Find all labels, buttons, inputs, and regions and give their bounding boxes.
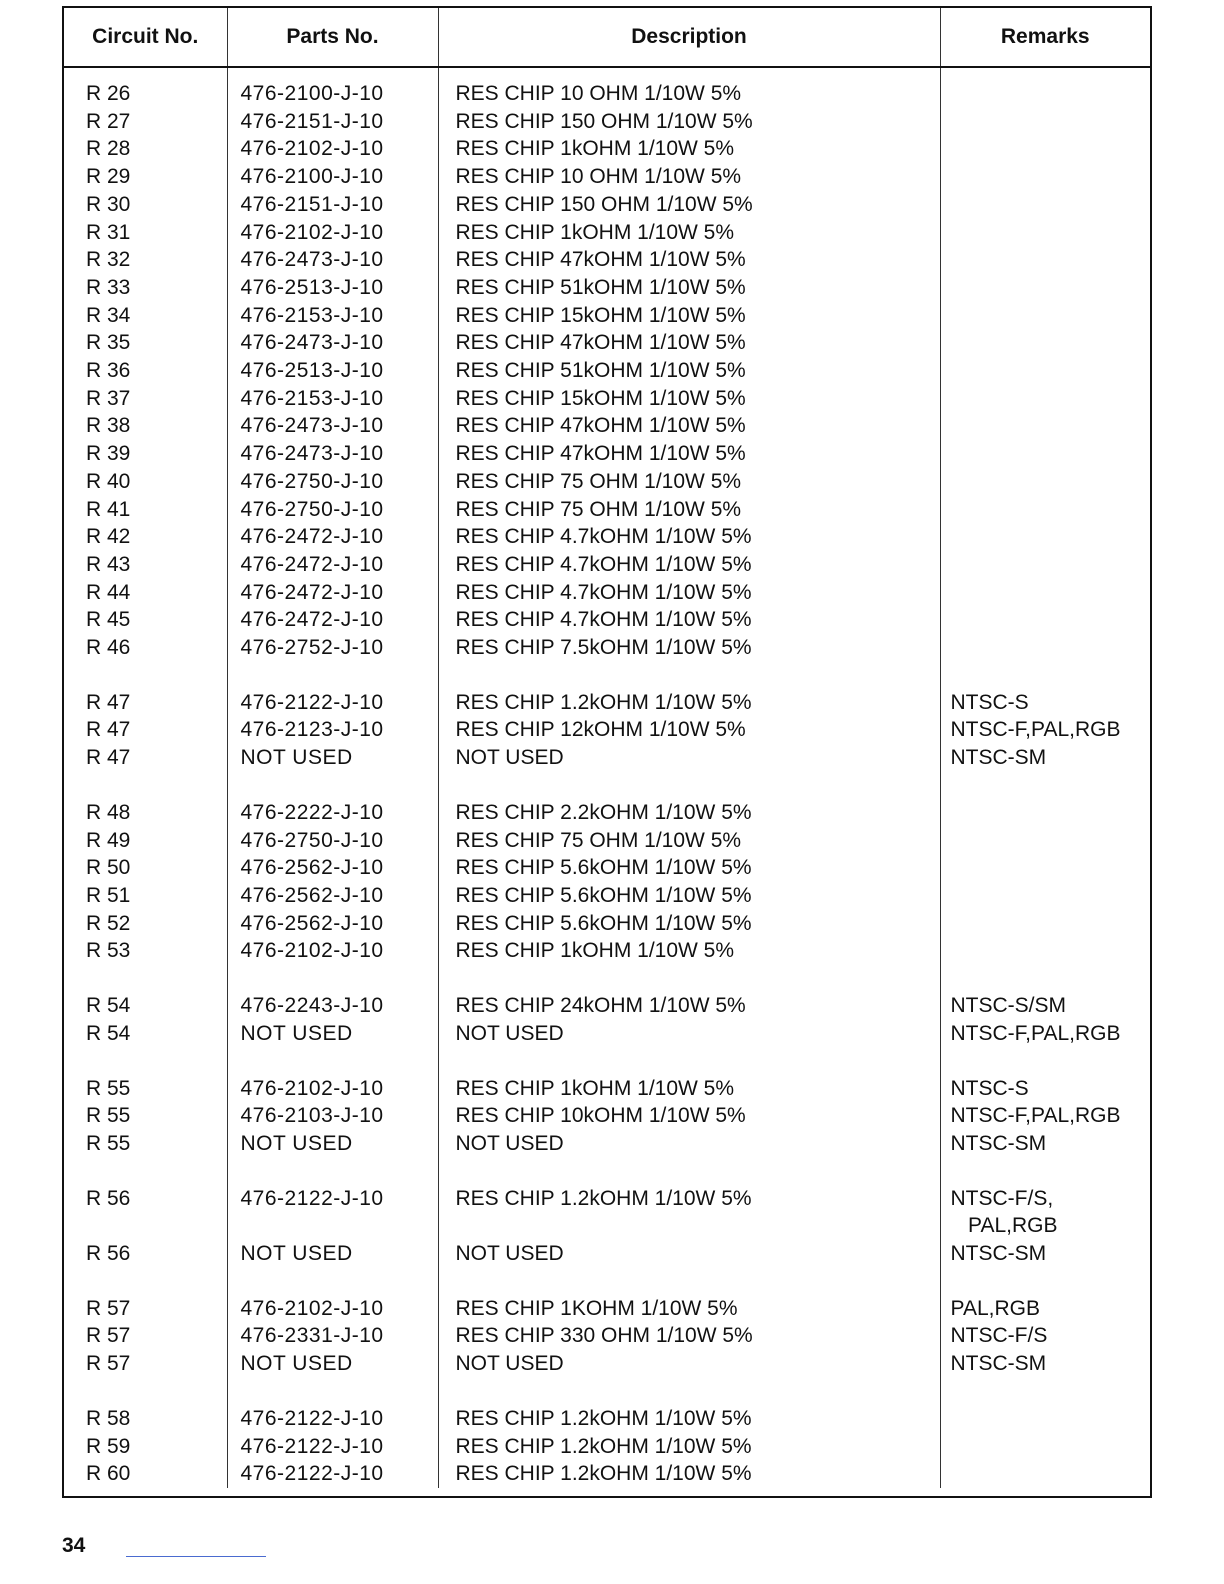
table-row bbox=[64, 910, 1150, 938]
parts-no-cell: 476-2100-J-10 bbox=[227, 163, 438, 191]
description-cell: RES CHIP 47kOHM 1/10W 5% bbox=[438, 412, 940, 440]
table-row bbox=[64, 67, 1150, 108]
description-cell: RES CHIP 47kOHM 1/10W 5% bbox=[438, 440, 940, 468]
parts-no-cell: 476-2153-J-10 bbox=[227, 302, 438, 330]
table-row bbox=[64, 523, 1150, 551]
description-cell: RES CHIP 75 OHM 1/10W 5% bbox=[438, 468, 940, 496]
circuit-no-cell: R 49 bbox=[86, 828, 131, 852]
remarks-cell bbox=[940, 468, 1150, 496]
parts-no-cell: NOT USED bbox=[227, 1350, 438, 1378]
table-row bbox=[64, 135, 1150, 163]
parts-no-cell: 476-2562-J-10 bbox=[227, 882, 438, 910]
description-cell: RES CHIP 1.2kOHM 1/10W 5% bbox=[438, 1158, 940, 1213]
table-row bbox=[64, 385, 1150, 413]
table-row bbox=[64, 854, 1150, 882]
description-cell: RES CHIP 24kOHM 1/10W 5% bbox=[438, 965, 940, 1020]
header-circuit-no: Circuit No. bbox=[64, 8, 227, 67]
description-cell: RES CHIP 15kOHM 1/10W 5% bbox=[438, 385, 940, 413]
table-row bbox=[64, 1433, 1150, 1461]
parts-no-cell: 476-2123-J-10 bbox=[227, 716, 438, 744]
parts-no-cell: 476-2472-J-10 bbox=[227, 579, 438, 607]
description-cell: RES CHIP 4.7kOHM 1/10W 5% bbox=[438, 606, 940, 634]
parts-no-cell: 476-2102-J-10 bbox=[227, 219, 438, 247]
parts-no-cell: 476-2473-J-10 bbox=[227, 440, 438, 468]
circuit-no-cell: R 28 bbox=[86, 137, 131, 161]
remarks-cell bbox=[940, 440, 1150, 468]
footer-rule bbox=[126, 1556, 266, 1557]
header-row bbox=[64, 8, 1150, 67]
table-row bbox=[64, 1130, 1150, 1158]
table-row bbox=[64, 274, 1150, 302]
parts-no-cell: 476-2472-J-10 bbox=[227, 606, 438, 634]
parts-no-cell: 476-2102-J-10 bbox=[227, 1268, 438, 1323]
table-row bbox=[64, 357, 1150, 385]
remarks-cell: NTSC-SM bbox=[940, 744, 1150, 772]
circuit-no-cell: R 39 bbox=[86, 442, 131, 466]
description-cell: RES CHIP 1kOHM 1/10W 5% bbox=[438, 219, 940, 247]
parts-no-cell: 476-2243-J-10 bbox=[227, 965, 438, 1020]
header-remarks: Remarks bbox=[940, 8, 1150, 67]
description-cell: RES CHIP 5.6kOHM 1/10W 5% bbox=[438, 882, 940, 910]
parts-no-cell: 476-2102-J-10 bbox=[227, 937, 438, 965]
remarks-cell bbox=[940, 827, 1150, 855]
description-cell: RES CHIP 10kOHM 1/10W 5% bbox=[438, 1102, 940, 1130]
description-cell: RES CHIP 12kOHM 1/10W 5% bbox=[438, 716, 940, 744]
remarks-cell bbox=[940, 1378, 1150, 1433]
remarks-cell: NTSC-F/S bbox=[940, 1322, 1150, 1350]
parts-no-cell: 476-2752-J-10 bbox=[227, 634, 438, 662]
circuit-no-cell: R 42 bbox=[86, 525, 131, 549]
table-row bbox=[64, 1048, 1150, 1103]
description-cell: RES CHIP 1KOHM 1/10W 5% bbox=[438, 1268, 940, 1323]
remarks-cell bbox=[940, 579, 1150, 607]
table-row bbox=[64, 440, 1150, 468]
circuit-no-cell: R 57 bbox=[86, 1296, 131, 1320]
circuit-no-cell: R 45 bbox=[86, 608, 131, 632]
remarks-cell bbox=[940, 937, 1150, 965]
circuit-no-cell bbox=[64, 1212, 227, 1240]
remarks-cell: PAL,RGB bbox=[940, 1268, 1150, 1323]
remarks-cell bbox=[940, 191, 1150, 219]
table-row bbox=[64, 1102, 1150, 1130]
description-cell: RES CHIP 150 OHM 1/10W 5% bbox=[438, 191, 940, 219]
description-cell: RES CHIP 51kOHM 1/10W 5% bbox=[438, 357, 940, 385]
description-cell: NOT USED bbox=[438, 1020, 940, 1048]
circuit-no-cell: R 36 bbox=[86, 359, 131, 383]
remarks-cell bbox=[940, 329, 1150, 357]
parts-no-cell: 476-2562-J-10 bbox=[227, 854, 438, 882]
description-cell: RES CHIP 1.2kOHM 1/10W 5% bbox=[438, 1433, 940, 1461]
table-row bbox=[64, 1322, 1150, 1350]
remarks-cell bbox=[940, 882, 1150, 910]
remarks-cell bbox=[940, 135, 1150, 163]
table-row bbox=[64, 302, 1150, 330]
description-cell: RES CHIP 1kOHM 1/10W 5% bbox=[438, 1048, 940, 1103]
circuit-no-cell: R 46 bbox=[86, 636, 131, 660]
remarks-cell bbox=[940, 302, 1150, 330]
description-cell: NOT USED bbox=[438, 1350, 940, 1378]
circuit-no-cell: R 40 bbox=[86, 469, 131, 493]
table-row bbox=[64, 496, 1150, 524]
table-row bbox=[64, 662, 1150, 717]
remarks-cell: NTSC-F,PAL,RGB bbox=[940, 1102, 1150, 1130]
description-cell: RES CHIP 4.7kOHM 1/10W 5% bbox=[438, 551, 940, 579]
circuit-no-cell: R 59 bbox=[86, 1434, 131, 1458]
circuit-no-cell: R 26 bbox=[86, 82, 131, 105]
remarks-cell bbox=[940, 1460, 1150, 1488]
remarks-cell: NTSC-F,PAL,RGB bbox=[940, 716, 1150, 744]
circuit-no-cell: R 48 bbox=[86, 800, 131, 824]
circuit-no-cell: R 41 bbox=[86, 497, 131, 521]
parts-no-cell: 476-2473-J-10 bbox=[227, 246, 438, 274]
circuit-no-cell: R 43 bbox=[86, 552, 131, 576]
table-row bbox=[64, 882, 1150, 910]
table-row bbox=[64, 163, 1150, 191]
remarks-cell bbox=[940, 274, 1150, 302]
remarks-cell bbox=[940, 1433, 1150, 1461]
table-row bbox=[64, 634, 1150, 662]
parts-no-cell: 476-2102-J-10 bbox=[227, 135, 438, 163]
table-row bbox=[64, 1212, 1150, 1240]
table-row bbox=[64, 579, 1150, 607]
remarks-cell bbox=[940, 412, 1150, 440]
description-cell: NOT USED bbox=[438, 1240, 940, 1268]
table-row bbox=[64, 1378, 1150, 1433]
circuit-no-cell: R 37 bbox=[86, 386, 131, 410]
table-row bbox=[64, 551, 1150, 579]
parts-no-cell: 476-2750-J-10 bbox=[227, 827, 438, 855]
parts-no-cell: 476-2102-J-10 bbox=[227, 1048, 438, 1103]
remarks-cell: NTSC-F,PAL,RGB bbox=[940, 1020, 1150, 1048]
parts-table bbox=[64, 8, 1150, 1488]
circuit-no-cell: R 58 bbox=[86, 1406, 131, 1430]
circuit-no-cell: R 56 bbox=[86, 1186, 131, 1210]
table-row bbox=[64, 1268, 1150, 1323]
remarks-cell: NTSC-SM bbox=[940, 1240, 1150, 1268]
remarks-cell bbox=[940, 634, 1150, 662]
description-cell: RES CHIP 150 OHM 1/10W 5% bbox=[438, 108, 940, 136]
circuit-no-cell: R 35 bbox=[86, 331, 131, 355]
description-cell: RES CHIP 1kOHM 1/10W 5% bbox=[438, 135, 940, 163]
remarks-cell bbox=[940, 385, 1150, 413]
circuit-no-cell: R 56 bbox=[86, 1242, 131, 1266]
description-cell: NOT USED bbox=[438, 1130, 940, 1158]
parts-no-cell: 476-2122-J-10 bbox=[227, 1460, 438, 1488]
remarks-cell bbox=[940, 910, 1150, 938]
circuit-no-cell: R 54 bbox=[86, 994, 131, 1018]
description-cell: RES CHIP 47kOHM 1/10W 5% bbox=[438, 329, 940, 357]
description-cell: RES CHIP 51kOHM 1/10W 5% bbox=[438, 274, 940, 302]
description-cell bbox=[438, 1212, 940, 1240]
table-row bbox=[64, 1240, 1150, 1268]
parts-no-cell: 476-2222-J-10 bbox=[227, 772, 438, 827]
circuit-no-cell: R 38 bbox=[86, 414, 131, 438]
description-cell: RES CHIP 1kOHM 1/10W 5% bbox=[438, 937, 940, 965]
description-cell: RES CHIP 15kOHM 1/10W 5% bbox=[438, 302, 940, 330]
remarks-cell bbox=[940, 163, 1150, 191]
header-parts-no: Parts No. bbox=[227, 8, 438, 67]
circuit-no-cell: R 33 bbox=[86, 275, 131, 299]
description-cell: RES CHIP 75 OHM 1/10W 5% bbox=[438, 496, 940, 524]
table-row bbox=[64, 606, 1150, 634]
parts-no-cell: 476-2122-J-10 bbox=[227, 1378, 438, 1433]
description-cell: NOT USED bbox=[438, 744, 940, 772]
remarks-cell bbox=[940, 246, 1150, 274]
parts-no-cell bbox=[227, 1212, 438, 1240]
circuit-no-cell: R 57 bbox=[86, 1324, 131, 1348]
remarks-cell: NTSC-F/S, bbox=[940, 1158, 1150, 1213]
remarks-cell bbox=[940, 772, 1150, 827]
table-row bbox=[64, 937, 1150, 965]
circuit-no-cell: R 51 bbox=[86, 883, 131, 907]
remarks-cell bbox=[940, 551, 1150, 579]
parts-no-cell: 476-2562-J-10 bbox=[227, 910, 438, 938]
parts-no-cell: 476-2472-J-10 bbox=[227, 551, 438, 579]
remarks-cell bbox=[940, 854, 1150, 882]
circuit-no-cell: R 60 bbox=[86, 1462, 131, 1486]
remarks-cell bbox=[940, 219, 1150, 247]
parts-no-cell: 476-2122-J-10 bbox=[227, 1158, 438, 1213]
remarks-cell bbox=[940, 523, 1150, 551]
circuit-no-cell: R 44 bbox=[86, 580, 131, 604]
remarks-cell: NTSC-S/SM bbox=[940, 965, 1150, 1020]
table-row bbox=[64, 965, 1150, 1020]
remarks-cell bbox=[940, 108, 1150, 136]
table-body bbox=[64, 67, 1150, 1488]
table-row bbox=[64, 412, 1150, 440]
description-cell: RES CHIP 5.6kOHM 1/10W 5% bbox=[438, 910, 940, 938]
description-cell: RES CHIP 2.2kOHM 1/10W 5% bbox=[438, 772, 940, 827]
circuit-no-cell: R 55 bbox=[86, 1131, 131, 1155]
remarks-cell: NTSC-SM bbox=[940, 1350, 1150, 1378]
description-cell: RES CHIP 47kOHM 1/10W 5% bbox=[438, 246, 940, 274]
description-cell: RES CHIP 7.5kOHM 1/10W 5% bbox=[438, 634, 940, 662]
description-cell: RES CHIP 10 OHM 1/10W 5% bbox=[438, 163, 940, 191]
circuit-no-cell: R 31 bbox=[86, 220, 131, 244]
description-cell: RES CHIP 10 OHM 1/10W 5% bbox=[438, 67, 940, 108]
description-cell: RES CHIP 330 OHM 1/10W 5% bbox=[438, 1322, 940, 1350]
description-cell: RES CHIP 5.6kOHM 1/10W 5% bbox=[438, 854, 940, 882]
remarks-cell: PAL,RGB bbox=[940, 1212, 1150, 1240]
remarks-cell bbox=[940, 496, 1150, 524]
remarks-cell bbox=[940, 357, 1150, 385]
table-row bbox=[64, 219, 1150, 247]
circuit-no-cell: R 54 bbox=[86, 1021, 131, 1045]
remarks-cell: NTSC-S bbox=[940, 1048, 1150, 1103]
remarks-cell: NTSC-SM bbox=[940, 1130, 1150, 1158]
parts-no-cell: NOT USED bbox=[227, 1240, 438, 1268]
table-row bbox=[64, 468, 1150, 496]
description-cell: RES CHIP 1.2kOHM 1/10W 5% bbox=[438, 1460, 940, 1488]
description-cell: RES CHIP 4.7kOHM 1/10W 5% bbox=[438, 523, 940, 551]
remarks-cell bbox=[940, 67, 1150, 108]
circuit-no-cell: R 47 bbox=[86, 746, 131, 770]
circuit-no-cell: R 57 bbox=[86, 1352, 131, 1376]
description-cell: RES CHIP 1.2kOHM 1/10W 5% bbox=[438, 1378, 940, 1433]
parts-no-cell: 476-2472-J-10 bbox=[227, 523, 438, 551]
parts-no-cell: 476-2513-J-10 bbox=[227, 357, 438, 385]
table-row bbox=[64, 191, 1150, 219]
parts-no-cell: NOT USED bbox=[227, 1130, 438, 1158]
circuit-no-cell: R 50 bbox=[86, 856, 131, 880]
page-number: 34 bbox=[62, 1534, 86, 1557]
parts-no-cell: 476-2151-J-10 bbox=[227, 108, 438, 136]
header-description: Description bbox=[438, 8, 940, 67]
parts-no-cell: 476-2153-J-10 bbox=[227, 385, 438, 413]
parts-no-cell: 476-2513-J-10 bbox=[227, 274, 438, 302]
table-row bbox=[64, 772, 1150, 827]
remarks-cell bbox=[940, 606, 1150, 634]
parts-no-cell: 476-2473-J-10 bbox=[227, 329, 438, 357]
table-row bbox=[64, 329, 1150, 357]
parts-no-cell: 476-2331-J-10 bbox=[227, 1322, 438, 1350]
table-row bbox=[64, 1158, 1150, 1213]
parts-no-cell: 476-2100-J-10 bbox=[227, 67, 438, 108]
circuit-no-cell: R 52 bbox=[86, 911, 131, 935]
table-row bbox=[64, 1020, 1150, 1048]
description-cell: RES CHIP 75 OHM 1/10W 5% bbox=[438, 827, 940, 855]
description-cell: RES CHIP 4.7kOHM 1/10W 5% bbox=[438, 579, 940, 607]
circuit-no-cell: R 53 bbox=[86, 939, 131, 963]
table-row bbox=[64, 744, 1150, 772]
parts-no-cell: 476-2750-J-10 bbox=[227, 468, 438, 496]
circuit-no-cell: R 34 bbox=[86, 303, 131, 327]
parts-no-cell: NOT USED bbox=[227, 1020, 438, 1048]
table-row bbox=[64, 108, 1150, 136]
table-row bbox=[64, 246, 1150, 274]
parts-no-cell: 476-2473-J-10 bbox=[227, 412, 438, 440]
circuit-no-cell: R 30 bbox=[86, 192, 131, 216]
description-cell: RES CHIP 1.2kOHM 1/10W 5% bbox=[438, 662, 940, 717]
parts-no-cell: 476-2151-J-10 bbox=[227, 191, 438, 219]
table-row bbox=[64, 1350, 1150, 1378]
circuit-no-cell: R 47 bbox=[86, 690, 131, 714]
parts-no-cell: NOT USED bbox=[227, 744, 438, 772]
parts-no-cell: 476-2103-J-10 bbox=[227, 1102, 438, 1130]
circuit-no-cell: R 27 bbox=[86, 109, 131, 133]
parts-no-cell: 476-2122-J-10 bbox=[227, 662, 438, 717]
circuit-no-cell: R 32 bbox=[86, 248, 131, 272]
table-row bbox=[64, 1460, 1150, 1488]
parts-no-cell: 476-2122-J-10 bbox=[227, 1433, 438, 1461]
parts-no-cell: 476-2750-J-10 bbox=[227, 496, 438, 524]
parts-list-table bbox=[62, 6, 1152, 1498]
circuit-no-cell: R 47 bbox=[86, 718, 131, 742]
remarks-cell: NTSC-S bbox=[940, 662, 1150, 717]
circuit-no-cell: R 55 bbox=[86, 1076, 131, 1100]
table-row bbox=[64, 827, 1150, 855]
circuit-no-cell: R 29 bbox=[86, 165, 131, 189]
circuit-no-cell: R 55 bbox=[86, 1104, 131, 1128]
table-row bbox=[64, 716, 1150, 744]
